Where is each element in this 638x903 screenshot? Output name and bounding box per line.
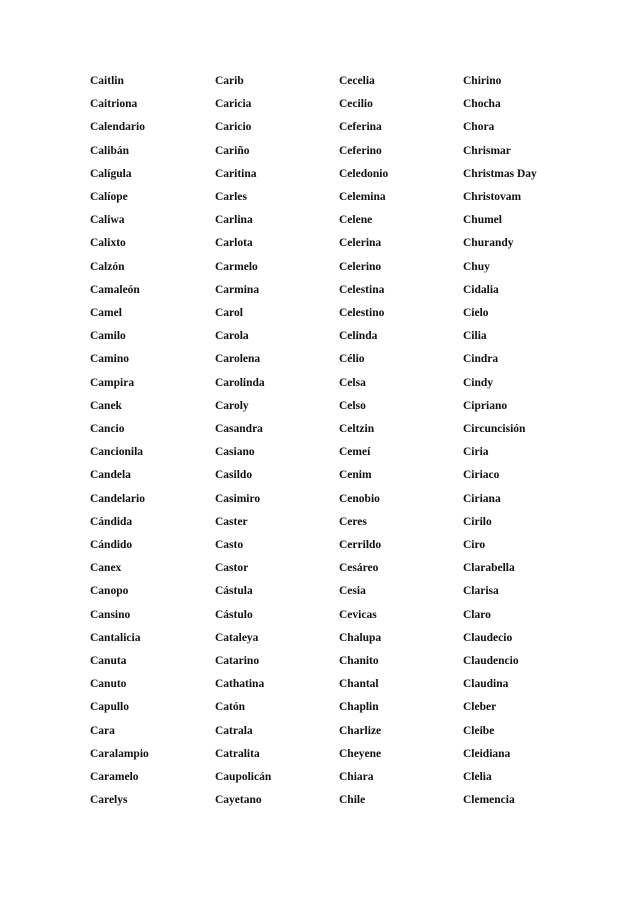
name-cell: Cesia bbox=[339, 585, 366, 598]
name-cell: Chaplin bbox=[339, 701, 379, 714]
name-cell: Cenim bbox=[339, 469, 372, 482]
table-row bbox=[90, 441, 563, 464]
table-row bbox=[90, 604, 563, 627]
name-cell: Cirilo bbox=[463, 515, 492, 528]
name-cell: Calígula bbox=[90, 167, 132, 180]
name-cell: Cancionila bbox=[90, 446, 144, 459]
table-row bbox=[90, 673, 563, 696]
name-cell: Cantalicia bbox=[90, 631, 141, 644]
name-cell: Calixto bbox=[90, 237, 126, 250]
table-row bbox=[90, 696, 563, 719]
name-cell: Carlina bbox=[215, 214, 253, 227]
table-row bbox=[90, 256, 563, 279]
name-cell: Circuncisión bbox=[463, 423, 526, 436]
name-cell: Charlize bbox=[339, 724, 382, 737]
name-cell: Celsa bbox=[339, 376, 366, 389]
name-cell: Cayetano bbox=[215, 794, 262, 807]
name-cell: Candela bbox=[90, 469, 131, 482]
name-cell: Ciro bbox=[463, 539, 486, 552]
name-cell: Cleibe bbox=[463, 724, 495, 737]
name-cell: Caliwa bbox=[90, 214, 125, 227]
name-cell: Caricia bbox=[215, 98, 252, 111]
name-cell: Catarino bbox=[215, 655, 260, 668]
name-cell: Chalupa bbox=[339, 631, 382, 644]
name-cell: Chanito bbox=[339, 655, 379, 668]
name-cell: Carles bbox=[215, 191, 247, 204]
name-cell: Celerina bbox=[339, 237, 382, 250]
name-cell: Clarabella bbox=[463, 562, 515, 575]
name-cell: Claro bbox=[463, 608, 491, 621]
name-cell: Ciriaco bbox=[463, 469, 500, 482]
name-cell: Celinda bbox=[339, 330, 378, 343]
name-cell: Claudina bbox=[463, 678, 509, 691]
name-cell: Celestina bbox=[339, 283, 385, 296]
name-cell: Cemeí bbox=[339, 446, 371, 459]
name-cell: Ceferino bbox=[339, 144, 382, 157]
name-cell: Carmelo bbox=[215, 260, 258, 273]
name-cell: Ceres bbox=[339, 515, 367, 528]
table-row bbox=[90, 511, 563, 534]
name-cell: Carib bbox=[215, 75, 244, 87]
name-cell: Catrala bbox=[215, 724, 253, 737]
name-cell: Cecelia bbox=[339, 75, 375, 87]
name-cell: Celedonio bbox=[339, 167, 389, 180]
name-cell: Celso bbox=[339, 399, 366, 412]
table-row bbox=[90, 348, 563, 371]
name-cell: Camino bbox=[90, 353, 129, 366]
name-cell: Carolinda bbox=[215, 376, 265, 389]
name-cell: Cástulo bbox=[215, 608, 253, 621]
name-cell: Carmina bbox=[215, 283, 260, 296]
name-cell: Catralita bbox=[215, 747, 260, 760]
name-cell: Celemina bbox=[339, 191, 386, 204]
table-row bbox=[90, 720, 563, 743]
name-cell: Cariño bbox=[215, 144, 250, 157]
table-row bbox=[90, 116, 563, 139]
name-cell: Cathatina bbox=[215, 678, 265, 691]
name-cell: Cindra bbox=[463, 353, 499, 366]
name-cell: Churandy bbox=[463, 237, 514, 250]
name-cell: Caitriona bbox=[90, 98, 138, 111]
name-cell: Caitlin bbox=[90, 75, 124, 87]
name-cell: Chiara bbox=[339, 771, 374, 784]
name-cell: Cevicas bbox=[339, 608, 377, 621]
name-cell: Cipriano bbox=[463, 399, 508, 412]
name-cell: Caritina bbox=[215, 167, 257, 180]
name-cell: Cleidiana bbox=[463, 747, 511, 760]
name-cell: Celene bbox=[339, 214, 373, 227]
table-row bbox=[90, 766, 563, 789]
name-cell: Celestino bbox=[339, 307, 385, 320]
name-cell: Claudencio bbox=[463, 655, 519, 668]
name-cell: Campira bbox=[90, 376, 135, 389]
name-cell: Cara bbox=[90, 724, 115, 737]
name-cell: Camaleón bbox=[90, 283, 140, 296]
name-cell: Celtzin bbox=[339, 423, 375, 436]
table-row bbox=[90, 302, 563, 325]
name-cell: Calendario bbox=[90, 121, 145, 134]
name-cell: Casandra bbox=[215, 423, 263, 436]
name-cell: Carol bbox=[215, 307, 243, 320]
names-table-body bbox=[90, 70, 563, 813]
name-cell: Canek bbox=[90, 399, 122, 412]
name-cell: Cándido bbox=[90, 539, 133, 552]
name-cell: Catón bbox=[215, 701, 246, 714]
name-cell: Chirino bbox=[463, 75, 502, 87]
name-cell: Clarisa bbox=[463, 585, 499, 598]
name-cell: Castor bbox=[215, 562, 249, 575]
name-cell: Carlota bbox=[215, 237, 253, 250]
table-row bbox=[90, 488, 563, 511]
name-cell: Candelario bbox=[90, 492, 145, 505]
name-cell: Casiano bbox=[215, 446, 255, 459]
name-cell: Cidalia bbox=[463, 283, 499, 296]
name-cell: Chumel bbox=[463, 214, 502, 227]
name-cell: Calzón bbox=[90, 260, 125, 273]
name-cell: Clemencia bbox=[463, 794, 515, 807]
name-cell: Calibán bbox=[90, 144, 129, 157]
name-cell: Chile bbox=[339, 794, 366, 807]
table-row bbox=[90, 279, 563, 302]
table-row bbox=[90, 209, 563, 232]
table-row bbox=[90, 464, 563, 487]
name-cell: Casto bbox=[215, 539, 244, 552]
table-row bbox=[90, 557, 563, 580]
name-cell: Clelia bbox=[463, 771, 492, 784]
name-cell: Cecilio bbox=[339, 98, 373, 111]
name-cell: Chantal bbox=[339, 678, 379, 691]
name-cell: Capullo bbox=[90, 701, 129, 714]
name-cell: Celerino bbox=[339, 260, 382, 273]
name-cell: Canuta bbox=[90, 655, 127, 668]
name-cell: Camel bbox=[90, 307, 122, 320]
table-row bbox=[90, 580, 563, 603]
table-row bbox=[90, 163, 563, 186]
name-cell: Caupolicán bbox=[215, 771, 272, 784]
name-cell: Chora bbox=[463, 121, 495, 134]
name-cell: Caricio bbox=[215, 121, 252, 134]
table-row bbox=[90, 372, 563, 395]
name-cell: Calíope bbox=[90, 191, 128, 204]
name-cell: Cesáreo bbox=[339, 562, 379, 575]
name-cell: Cerrildo bbox=[339, 539, 382, 552]
table-row bbox=[90, 325, 563, 348]
table-row bbox=[90, 395, 563, 418]
table-row bbox=[90, 70, 563, 93]
name-cell: Chocha bbox=[463, 98, 501, 111]
name-cell: Canuto bbox=[90, 678, 127, 691]
table-row bbox=[90, 418, 563, 441]
table-row bbox=[90, 627, 563, 650]
table-row bbox=[90, 789, 563, 812]
name-cell: Cleber bbox=[463, 701, 497, 714]
name-cell: Claudecio bbox=[463, 631, 513, 644]
table-row bbox=[90, 140, 563, 163]
name-cell: Cancio bbox=[90, 423, 125, 436]
name-cell: Christovam bbox=[463, 191, 522, 204]
name-cell: Ceferina bbox=[339, 121, 382, 134]
name-cell: Carola bbox=[215, 330, 249, 343]
name-cell: Chuy bbox=[463, 260, 490, 273]
table-row bbox=[90, 93, 563, 116]
name-cell: Caralampio bbox=[90, 747, 149, 760]
table-row bbox=[90, 232, 563, 255]
name-cell: Carelys bbox=[90, 794, 128, 807]
name-cell: Cataleya bbox=[215, 631, 259, 644]
name-cell: Carolena bbox=[215, 353, 261, 366]
table-row bbox=[90, 743, 563, 766]
name-cell: Chrismar bbox=[463, 144, 511, 157]
name-cell: Ciria bbox=[463, 446, 489, 459]
name-cell: Ciriana bbox=[463, 492, 501, 505]
name-cell: Casildo bbox=[215, 469, 253, 482]
name-cell: Cilia bbox=[463, 330, 487, 343]
table-row bbox=[90, 534, 563, 557]
name-cell: Casimiro bbox=[215, 492, 261, 505]
name-cell: Caster bbox=[215, 515, 248, 528]
name-cell: Cielo bbox=[463, 307, 489, 320]
name-cell: Cándida bbox=[90, 515, 133, 528]
name-cell: Cansino bbox=[90, 608, 131, 621]
name-cell: Christmas Day bbox=[463, 167, 537, 180]
table-row bbox=[90, 650, 563, 673]
name-cell: Caroly bbox=[215, 399, 249, 412]
name-cell: Cenobio bbox=[339, 492, 380, 505]
name-cell: Cindy bbox=[463, 376, 494, 389]
table-row bbox=[90, 186, 563, 209]
names-table bbox=[90, 70, 563, 813]
name-cell: Cheyene bbox=[339, 747, 382, 760]
name-cell: Canopo bbox=[90, 585, 129, 598]
name-cell: Cástula bbox=[215, 585, 253, 598]
name-cell: Célio bbox=[339, 353, 365, 366]
name-cell: Camilo bbox=[90, 330, 126, 343]
name-cell: Caramelo bbox=[90, 771, 139, 784]
name-cell: Canex bbox=[90, 562, 122, 575]
